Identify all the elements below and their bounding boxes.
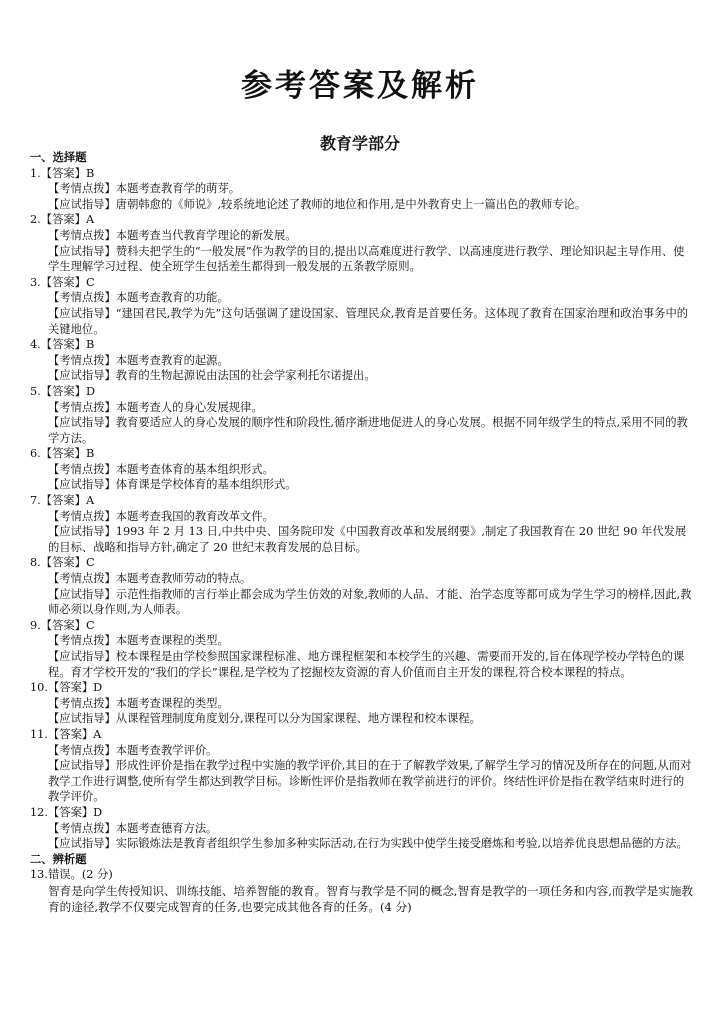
answer-line [30, 446, 695, 462]
exam-point: 【考情点拨】本题考查教育的功能。 [48, 291, 229, 305]
section-subtitle: 教育学部分 [319, 134, 400, 153]
answer-item [30, 727, 695, 805]
exam-point: 【考情点拨】本题考查教育学的萌芽。 [48, 182, 241, 196]
essay-question-13-head: 13.错误。(2 分) [30, 868, 113, 882]
answer-line [30, 337, 695, 353]
answer-value: 【答案】B [40, 447, 95, 461]
question-number: 10. [30, 681, 48, 695]
question-number: 3. [30, 275, 41, 289]
exam-guide: 【应试指导】体育课是学校体育的基本组织形式。 [48, 478, 297, 492]
exam-point: 【考情点拨】本题考查人的身心发展规律。 [48, 400, 263, 414]
exam-guide: 【应试指导】唐朝韩愈的《师说》,较系统地论述了教师的地位和作用,是中外教育史上一篇出色的教师专论。 [48, 197, 587, 211]
answer-value: 【答案】C [40, 618, 95, 632]
answer-item [30, 212, 695, 274]
question-number: 1. [30, 166, 41, 180]
exam-point: 【考情点拨】本题考查德育方法。 [48, 821, 218, 835]
answer-item [30, 446, 695, 493]
answer-value: 【答案】D [40, 384, 96, 398]
answer-line [30, 727, 695, 743]
exam-point: 【考情点拨】本题考查当代教育学理论的新发展。 [48, 228, 297, 242]
page-title: 参考答案及解析 [241, 68, 479, 104]
answer-line [30, 680, 695, 696]
question-number: 6. [30, 447, 41, 461]
exam-point: 【考情点拨】本题考查教学评价。 [48, 743, 218, 757]
question-number: 5. [30, 384, 41, 398]
question-number: 8. [30, 556, 41, 570]
answer-value: 【答案】A [40, 494, 95, 508]
answer-item [30, 555, 695, 617]
answer-item [30, 337, 695, 384]
exam-point: 【考情点拨】本题考查教师劳动的特点。 [48, 572, 252, 586]
exam-guide: 【应试指导】教育的生物起源说由法国的社会学家利托尔诺提出。 [48, 369, 376, 383]
question-number: 11. [30, 727, 48, 741]
exam-point: 【考情点拨】本题考查课程的类型。 [48, 634, 229, 648]
answer-item [30, 618, 695, 680]
exam-guide: 【应试指导】形成性评价是指在教学过程中实施的教学评价,其目的在于了解教学效果,了解学生学习的情况及所存在的问题,从而对教学工作进行调整,使所有学生都达到教学目标。诊断性评价是指教师在教学前进行的评价。终结性评价是指在教学结束时进行的教学评价。 [48, 759, 692, 804]
exam-guide: 【应试指导】从课程管理制度角度划分,课程可以分为国家课程、地方课程和校本课程。 [48, 712, 481, 726]
answer-value: 【答案】C [40, 275, 95, 289]
question-number: 12. [30, 805, 48, 819]
section-heading-choice: 一、选择题 [30, 151, 87, 164]
exam-point: 【考情点拨】本题考查教育的起源。 [48, 353, 229, 367]
exam-point: 【考情点拨】本题考查课程的类型。 [48, 696, 229, 710]
answer-line [30, 555, 695, 571]
exam-guide: 【应试指导】校本课程是由学校参照国家课程标准、地方课程框架和本校学生的兴趣、需要而开发的,旨在体现学校办学特色的课程。育才学校开发的“我们的学长”课程,是学校为了挖掘校友资源的育人价值而自主开发的课程,符合校本课程的特点。 [48, 650, 685, 679]
answer-value: 【答案】A [40, 213, 95, 227]
answer-value: 【答案】A [47, 727, 102, 741]
exam-guide: 【应试指导】“建国君民,教学为先”这句话强调了建设国家、管理民众,教育是首要任务。这体现了教育在国家治理和政治事务中的关键地位。 [48, 306, 689, 336]
exam-guide: 【应试指导】赞科夫把学生的“一般发展”作为教学的目的,提出以高难度进行教学、以高速度进行教学、理论知识起主导作用、使学生理解学习过程、使全班学生包括差生都得到一般发展的五条教学原则。 [48, 244, 685, 274]
answer-value: 【答案】C [40, 556, 95, 570]
exam-guide: 【应试指导】实际锻炼法是教育者组织学生参加多种实际活动,在行为实践中使学生接受磨炼和考验,以培养优良思想品德的方法。 [48, 837, 688, 851]
answer-value: 【答案】B [40, 338, 95, 352]
answer-line [30, 618, 695, 634]
question-number: 7. [30, 494, 41, 508]
answer-item [30, 166, 695, 213]
answer-value: 【答案】D [47, 681, 103, 695]
question-number: 2. [30, 213, 41, 227]
answer-item [30, 805, 695, 852]
answer-item [30, 384, 695, 446]
answer-line [30, 166, 695, 182]
exam-point: 【考情点拨】本题考查体育的基本组织形式。 [48, 462, 274, 476]
exam-guide: 【应试指导】教育要适应人的身心发展的顺序性和阶段性,循序渐进地促进人的身心发展。根据不同年级学生的特点,采用不同的教学方法。 [48, 416, 688, 445]
question-number: 9. [30, 618, 41, 632]
exam-guide: 【应试指导】1993 年 2 月 13 日,中共中央、国务院印发《中国教育改革和发展纲要》,制定了我国教育在 20 世纪 90 年代发展的目标、战略和指导方针,确定了 20 世纪末教育发展的总目标。 [48, 525, 687, 554]
answer-line [30, 384, 695, 400]
section-heading-analysis: 二、辨析题 [30, 852, 87, 866]
exam-guide: 【应试指导】示范性指教师的言行举止都会成为学生仿效的对象,教师的人品、才能、治学态度等都可成为学生学习的榜样,因此,教师必须以身作则,为人师表。 [48, 587, 692, 617]
answer-value: 【答案】D [47, 805, 103, 819]
answer-line [30, 212, 695, 228]
answer-list [30, 166, 695, 852]
answer-item [30, 493, 695, 555]
answer-content [30, 150, 695, 915]
answer-value: 【答案】B [40, 166, 95, 180]
answer-item [30, 680, 695, 727]
question-number: 4. [30, 338, 41, 352]
answer-item [30, 275, 695, 337]
essay-question-13-body: 智育是向学生传授知识、训练技能、培养智能的教育。智育与教学是不同的概念,智育是教学的一项任务和内容,而教学是实施教育的途径,教学不仅要完成智育的任务,也要完成其他各育的任务。(4 分) [48, 883, 694, 914]
answer-line [30, 805, 695, 821]
answer-line [30, 275, 695, 291]
answer-line [30, 493, 695, 509]
exam-point: 【考情点拨】本题考查我国的教育改革文件。 [48, 509, 274, 523]
